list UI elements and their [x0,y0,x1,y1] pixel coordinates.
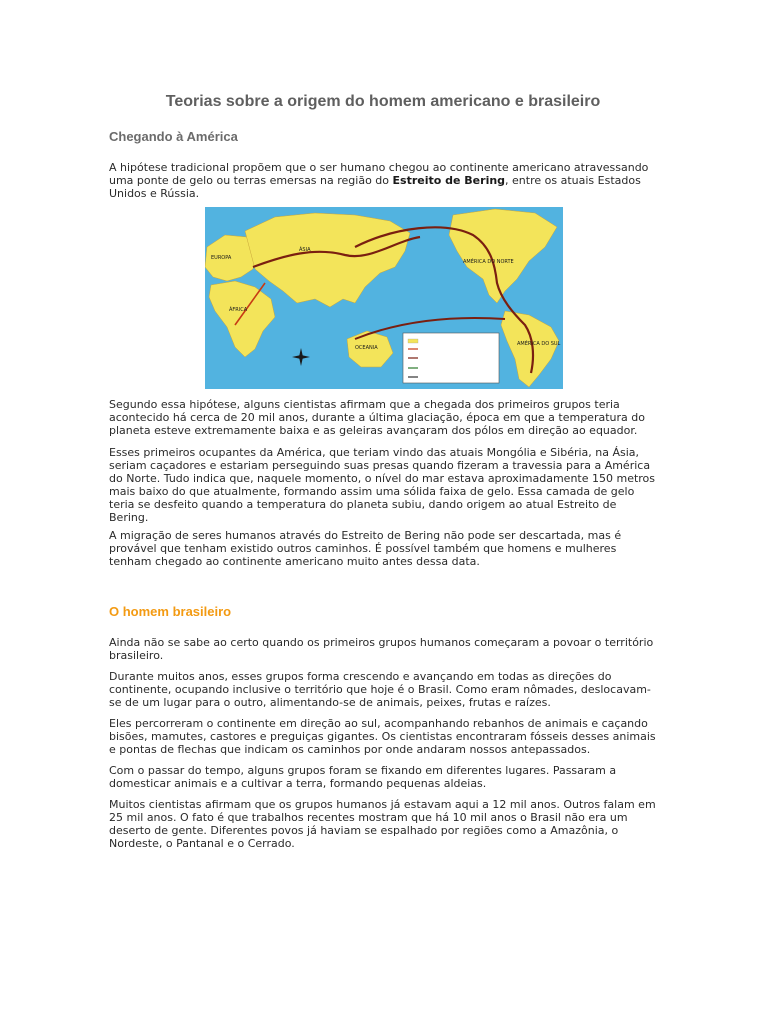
paragraph-intro-start: A hipótese tradicional propõem que o ser humano chegou ao continente americano atravessando uma ponte de gelo ou terras emersas na região do [109,161,649,187]
map-label-north-america: AMÉRICA DO NORTE [463,259,514,265]
world-map-image [205,207,563,389]
map-label-asia: ÁSIA [299,247,311,253]
map-label-south-america: AMÉRICA DO SUL [517,341,561,347]
paragraph-dating: Muitos cientistas afirmam que os grupos humanos já estavam aqui a 12 mil anos. Outros falam em 25 mil anos. O fato é que trabalhos recentes mostram que há 10 mil anos o Brasil não era um deserto de gente. Diferentes povos já haviam se espalhado por regiões como a Amazônia, o Nordeste, o Pantanal e o Cerrado. [109,798,656,850]
paragraph-unknown-date: Ainda não se sabe ao certo quando os primeiros grupos humanos começaram a povoar o território brasileiro. [109,636,654,662]
paragraph-nomads: Durante muitos anos, esses grupos forma crescendo e avançando em todas as direções do continente, ocupando inclusive o território que hoje é o Brasil. Como eram nômades, deslocavam-se de um lugar para o outro, alimentando-se de animais, peixes, frutas e raízes. [109,670,651,709]
map-label-europe: EUROPA [211,255,232,261]
paragraph-intro-end: , entre os atuais Estados Unidos e Rússia. [109,174,641,200]
bering-strait-bold: Estreito de Bering [392,174,506,187]
page-title: Teorias sobre a origem do homem americano e brasileiro [165,93,601,110]
paragraph-migration: A migração de seres humanos através do Estreito de Bering não pode ser descartada, mas é provável que tenham existido outros caminhos. É possível também que homens e mulheres tenham chegado ao continente americano muito antes dessa data. [109,529,622,568]
legend-swatch-1 [408,339,418,343]
paragraph-first-occupants: Esses primeiros ocupantes da América, que teriam vindo das atuais Mongólia e Sibéria, na Ásia, seriam caçadores e estariam perseguindo suas presas quando fizeram a travessia para a América do Norte. Tudo indica que, naquele momento, o nível do mar estava aproximadamente 150 metros mais baixo do que atualmente, formando assim uma sólida faixa de gelo. Essa camada de gelo teria se desfeito quando a temperatura do planeta subiu, dando origem ao atual Estreito de Bering. [109,446,656,524]
paragraph-hunting: Eles percorreram o continente em direção ao sul, acompanhando rebanhos de animais e caçando bisões, mamutes, castores e preguiças gigantes. Os cientistas encontraram fósseis desses animais e pontas de flechas que indicam os caminhos por onde andaram nossos antepassados. [109,717,656,756]
map-label-oceania: OCEANIA [355,345,378,351]
paragraph-settling: Com o passar do tempo, alguns grupos foram se fixando em diferentes lugares. Passaram a domesticar animais e a cultivar a terra, formando pequenas aldeias. [109,764,617,790]
map-label-africa: ÁFRICA [229,307,248,313]
paragraph-hypothesis: Segundo essa hipótese, alguns cientistas afirmam que a chegada dos primeiros grupos teria acontecido há cerca de 20 mil anos, durante a última glaciação, época em que a temperatura do planeta esteve extremamente baixa e as geleiras avançaram dos pólos em direção ao equador. [109,398,645,437]
section-heading-chegando: Chegando à América [109,129,238,144]
paragraph-intro [109,161,657,200]
migration-map [205,207,563,389]
section-heading-homem-brasileiro: O homem brasileiro [109,604,232,619]
